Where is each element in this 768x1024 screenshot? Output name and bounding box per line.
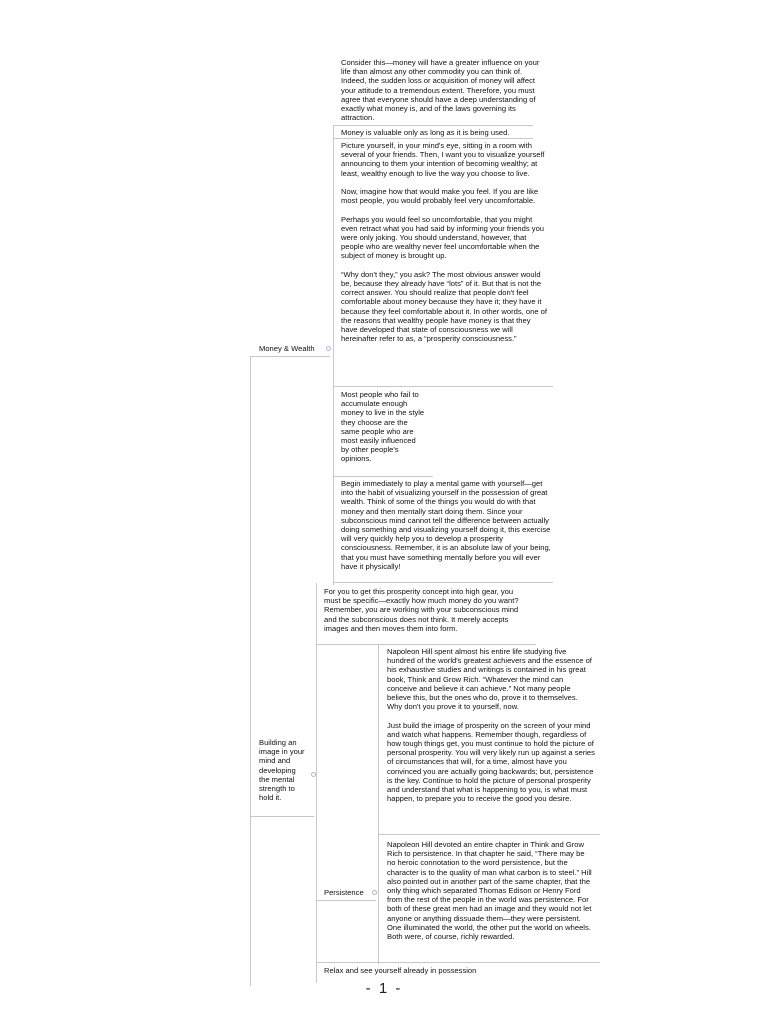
note-separator (333, 476, 433, 477)
topic-building-image[interactable]: Building an image in your mind and developing the mental strength to hold it. (259, 738, 305, 803)
note-mental-game (341, 479, 551, 571)
note-separator (378, 834, 600, 835)
note-paragraph: Money is valuable only as long as it is being used. (341, 128, 510, 137)
note-paragraph: Napoleon Hill spent almost his entire life studying five hundred of the world's greatest achievers and the essence of his exhaustive studies and writings is contained in his great book, Think and Grow Rich. “Whatever the mind can conceive and believe it can achieve.” Not many people believe this, but the ones who do, prove it to themselves. Why don't you prove it to yourself, now. (387, 647, 592, 712)
expand-node-icon[interactable] (372, 890, 377, 895)
tree-connector (378, 644, 379, 964)
note-napoleon-hill (387, 647, 595, 803)
note-separator (316, 644, 536, 645)
note-paragraph: Relax and see yourself already in possession (324, 966, 477, 975)
note-separator (333, 138, 533, 139)
note-paragraph: Most people who fail to accumulate enough money to live in the style they choose are the same people who are most easily influenced by other people's opinions. (341, 390, 425, 464)
topic-money-wealth[interactable]: Money & Wealth (259, 344, 315, 353)
page-number: - 1 - (365, 980, 403, 997)
note-paragraph: Begin immediately to play a mental game with yourself—get into the habit of visualizing yourself in the possession of great wealth. Think of some of the things you would do with that money and then mentally start doing them. Since your subconscious mind cannot tell the difference between actually doing something and visualizing yourself doing it, this exercise will very quickly help you to develop a prosperity consciousness. Remember, it is an absolute law of your being, that you must have something mentally before you will ever have it physically! (341, 479, 551, 571)
note-paragraph: Perhaps you would feel so uncomfortable, that you might even retract what you had said by informing your friends you were only joking. You should understand, however, that people who are wealthy never feel uncomfortable when the subject of money is brought up. (341, 214, 545, 261)
note-paragraph: Picture yourself, in your mind's eye, sitting in a room with several of your friends. Then, I want you to visualize yourself announcing to them your intention of becoming wealthy; at least, wealthy enough to live the way you choose to live. (341, 141, 545, 178)
note-be-specific (324, 587, 530, 633)
note-separator (333, 125, 533, 126)
note-paragraph: “Why don't they,” you ask? The most obvious answer would be, because they already have “lots” of it. But that is not the correct answer. You should realize that people don't feel comfortable about money because they have it; they have it because they feel comfortable about it. In other words, one of the reasons that wealthy people have money is that they have developed that state of consciousness we will hereinafter refer to as, a “prosperity consciousness.” (341, 269, 547, 344)
tree-connector (333, 125, 334, 585)
note-relax (324, 966, 534, 975)
expand-node-icon[interactable] (326, 346, 331, 351)
note-separator (333, 386, 553, 387)
note-separator (333, 582, 553, 583)
tree-connector (316, 583, 317, 983)
note-money-influence (341, 58, 547, 122)
note-money-valuable (341, 128, 541, 137)
note-paragraph: Now, imagine how that would make you feel. If you are like most people, you would probably feel very uncomfortable. (341, 187, 539, 206)
branch-line (250, 356, 330, 357)
note-paragraph: Napoleon Hill devoted an entire chapter in Think and Grow Rich to persistence. In that chapter he said, “There may be no heroic connotation to the word persistence, but the character is to the quality of man what carbon is to steel.” Hill also pointed out in another part of the same chapter, that the only thing which separated Thomas Edison or Henry Ford from the rest of the people in the world was persistence. For both of these great men had an image and they would not let anyone or anything dissuade them—they were persistent. One illuminated the world, the other put the world on wheels. Both were, of course, richly rewarded. (387, 840, 592, 942)
branch-line (316, 900, 376, 901)
note-paragraph: Just build the image of prosperity on the screen of your mind and watch what happens. Remember though, regardless of how tough things get, you must continue to hold the picture of personal prosperity. You will very likely run up against a series of circumstances that will, for a time, almost have you convinced you are actually going backwards; but, persistence is the key. Continue to hold the picture of personal prosperity and understand that what is happening to you, is what must happen, to prepare you to receive the good you desire. (387, 720, 595, 804)
note-persistence-chapter (387, 840, 595, 941)
note-picture-yourself (341, 141, 549, 343)
note-paragraph: For you to get this prosperity concept into high gear, you must be specific—exactly how much money do you want? Remember, you are working with your subconscious mind and the subconscious does not think. It merely accepts images and then moves them into form. (324, 587, 519, 633)
branch-line (250, 816, 314, 817)
expand-node-icon[interactable] (311, 772, 316, 777)
note-paragraph: Consider this—money will have a greater influence on your life than almost any other commodity you can think of. Indeed, the sudden loss or acquisition of money will affect your attitude to a tremendous extent. Therefore, you must agree that everyone should have a deep understanding of exactly what money is, and of the laws governing its attraction. (341, 58, 540, 123)
tree-connector (250, 356, 251, 986)
topic-persistence[interactable]: Persistence (324, 888, 364, 897)
note-separator (316, 962, 600, 963)
note-most-people (341, 390, 425, 464)
